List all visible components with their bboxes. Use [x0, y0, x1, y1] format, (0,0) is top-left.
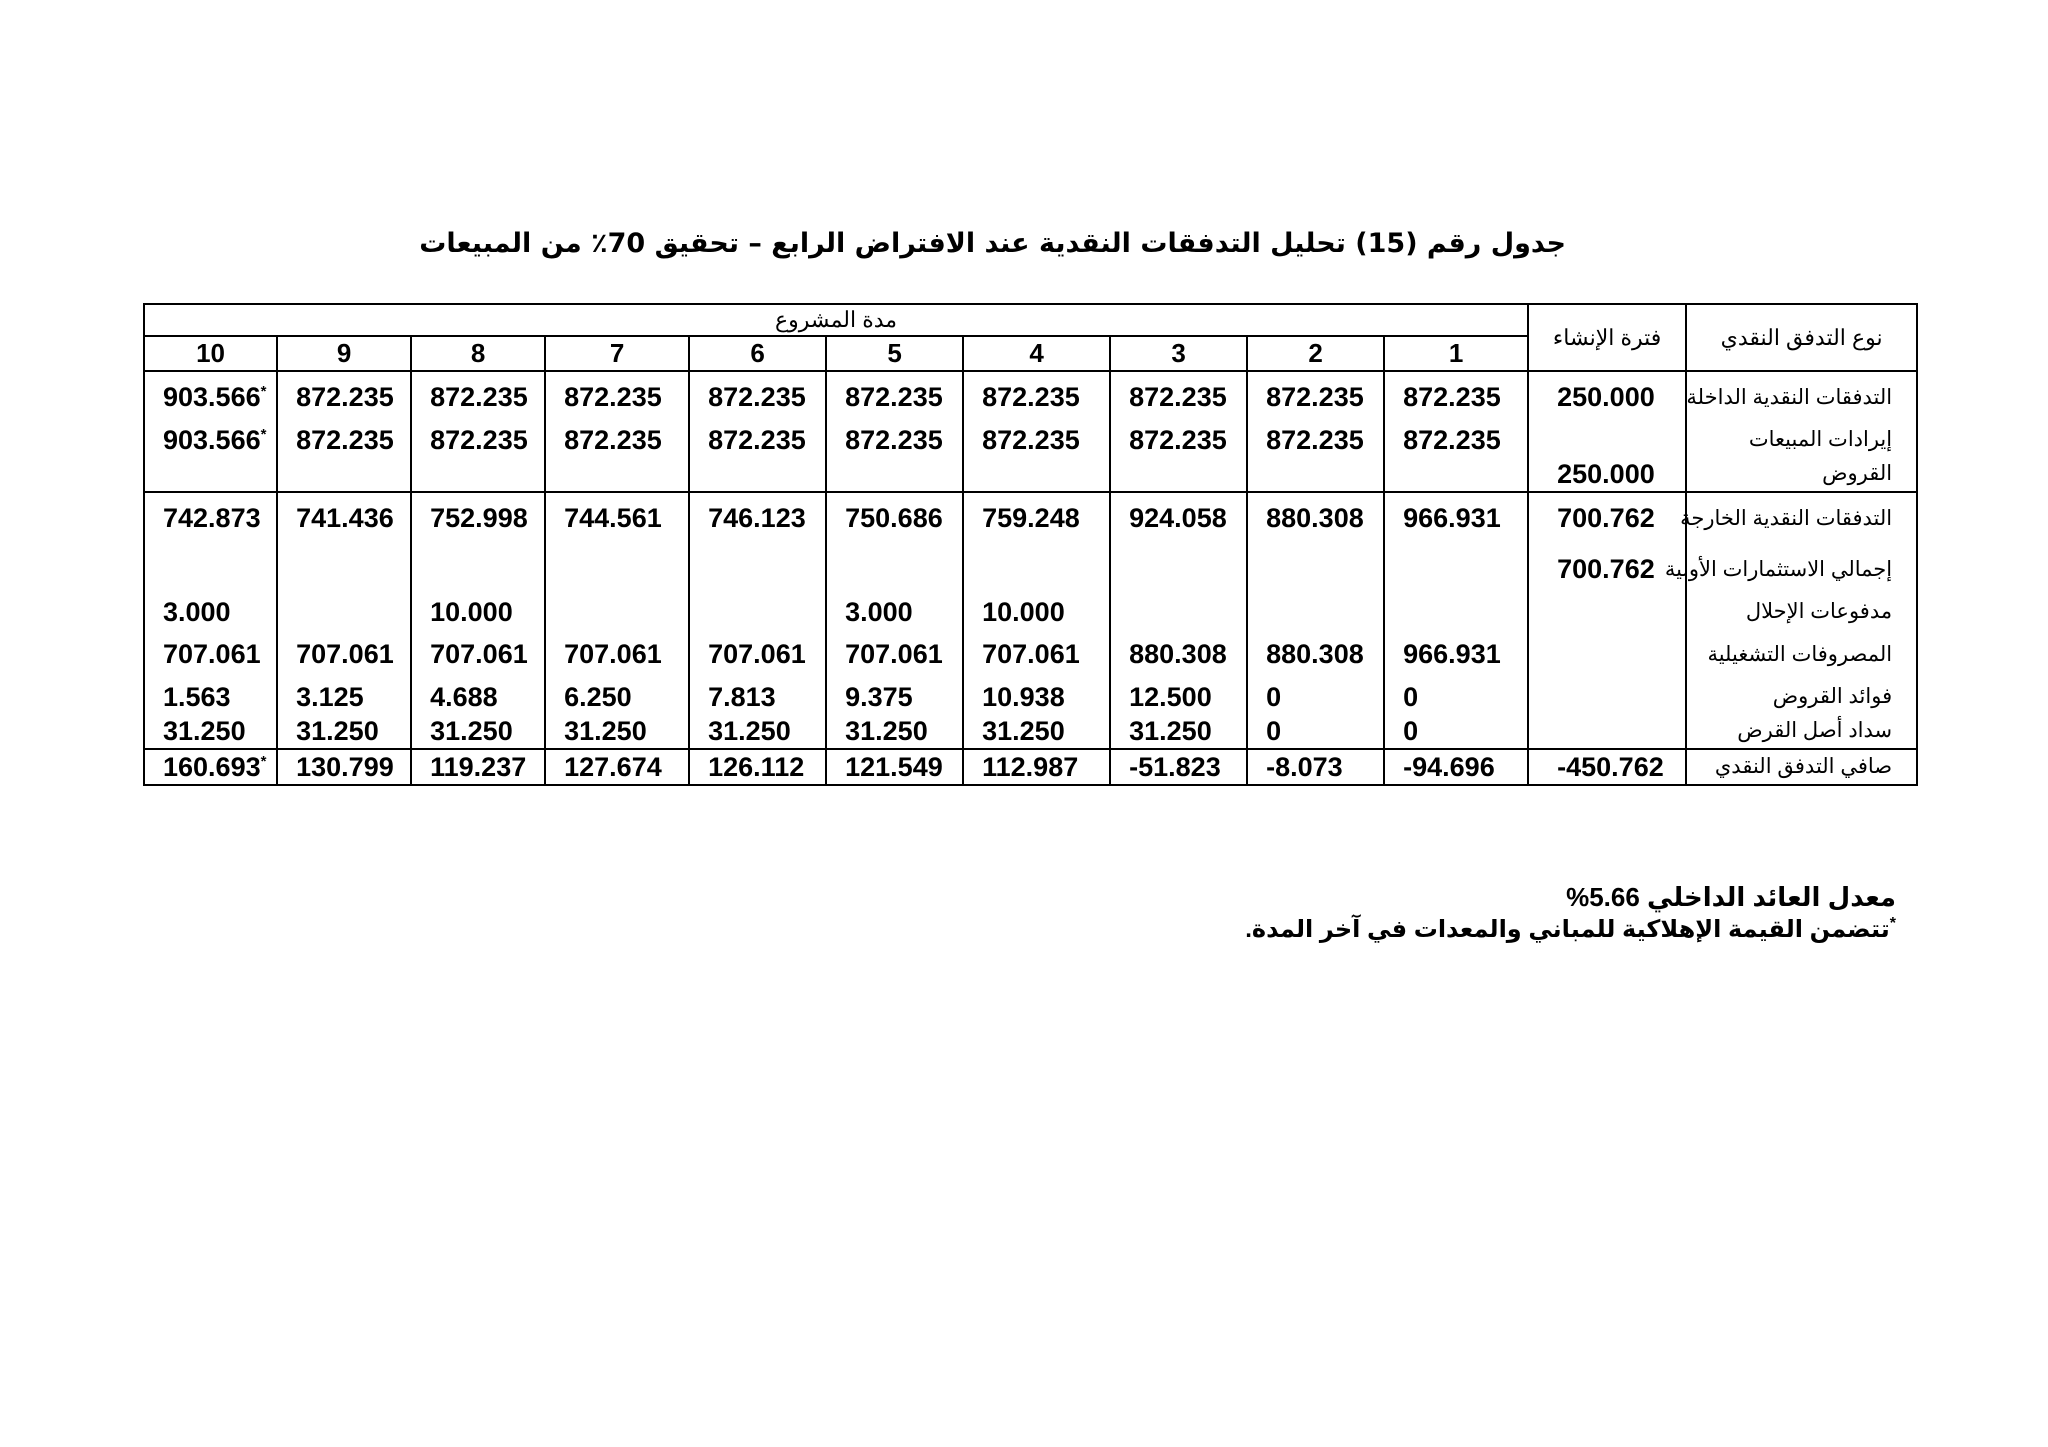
header-year-3: 3 [1110, 336, 1247, 371]
cell-operating-y5: 707.061 [826, 629, 963, 680]
table-row-sales [144, 423, 1917, 457]
table-row-outflows [144, 492, 1917, 544]
cell-operating-y9: 707.061 [277, 629, 411, 680]
table-row-interest [144, 680, 1917, 714]
table-row-initial-investment [144, 544, 1917, 595]
cell-sales-y9: 872.235 [277, 423, 411, 457]
cell-outflows-y9: 741.436 [277, 492, 411, 544]
cell-operating-y4: 707.061 [963, 629, 1110, 680]
cell-outflows-y10: 742.873 [144, 492, 277, 544]
cell-interest-y1: 0 [1384, 680, 1528, 714]
cell-loans-construction: 250.000 [1528, 457, 1686, 492]
footnote [1245, 915, 1896, 944]
cell-outflows-y3: 924.058 [1110, 492, 1247, 544]
cell-net-y9: 130.799 [277, 749, 411, 785]
header-year-1: 1 [1384, 336, 1528, 371]
cell-operating-y7: 707.061 [545, 629, 689, 680]
cell-replacement-y9 [277, 595, 411, 629]
footnote-star: * [260, 425, 267, 443]
row-label-inflows: التدفقات النقدية الداخلة [1686, 371, 1917, 423]
cell-net-y7: 127.674 [545, 749, 689, 785]
cell-principal-y9: 31.250 [277, 714, 411, 749]
cell-net-y5: 121.549 [826, 749, 963, 785]
cell-inflows-y7: 872.235 [545, 371, 689, 423]
cell-inflows-y2: 872.235 [1247, 371, 1384, 423]
cell-outflows-y7: 744.561 [545, 492, 689, 544]
row-label-interest: فوائد القروض [1686, 680, 1917, 714]
cell-replacement-y6 [689, 595, 826, 629]
cell-interest-y8: 4.688 [411, 680, 545, 714]
row-label-net: صافي التدفق النقدي [1686, 749, 1917, 785]
cell-inflows-y8: 872.235 [411, 371, 545, 423]
header-year-2: 2 [1247, 336, 1384, 371]
table-row-operating [144, 629, 1917, 680]
row-label-replacement: مدفوعات الإحلال [1686, 595, 1917, 629]
header-year-9: 9 [277, 336, 411, 371]
cell-principal-y3: 31.250 [1110, 714, 1247, 749]
cell-interest-y9: 3.125 [277, 680, 411, 714]
cell-principal-y10: 31.250 [144, 714, 277, 749]
cell-net-y4: 112.987 [963, 749, 1110, 785]
cash-flow-table [143, 303, 1918, 786]
cell-net-y1: 94.696- [1384, 749, 1528, 785]
irr-text: معدل العائد الداخلي 5.66% [1566, 882, 1896, 912]
table-row-replacement [144, 595, 1917, 629]
row-label-operating: المصروفات التشغيلية [1686, 629, 1917, 680]
cell-net-y2: 8.073- [1247, 749, 1384, 785]
header-year-5: 5 [826, 336, 963, 371]
cell-interest-y3: 12.500 [1110, 680, 1247, 714]
cell-interest-y4: 10.938 [963, 680, 1110, 714]
cell-operating-y8: 707.061 [411, 629, 545, 680]
cell-outflows-y6: 746.123 [689, 492, 826, 544]
cell-net-y8: 119.237 [411, 749, 545, 785]
header-year-4: 4 [963, 336, 1110, 371]
cell-sales-y10-value: 903.566 [163, 424, 261, 455]
cell-inflows-y3: 872.235 [1110, 371, 1247, 423]
row-label-outflows: التدفقات النقدية الخارجة [1686, 492, 1917, 544]
cell-net-y10 [144, 749, 277, 785]
cell-sales-y5: 872.235 [826, 423, 963, 457]
cell-outflows-y8: 752.998 [411, 492, 545, 544]
cell-inflows-y9: 872.235 [277, 371, 411, 423]
row-label-principal: سداد أصل القرض [1686, 714, 1917, 749]
row-label-initial-investment: إجمالي الاستثمارات الأولية [1686, 544, 1917, 595]
row-label-loans: القروض [1686, 457, 1917, 492]
header-construction-period: فترة الإنشاء [1528, 304, 1686, 371]
cell-replacement-y3 [1110, 595, 1247, 629]
cell-inflows-y10-value: 903.566 [163, 382, 261, 412]
cell-sales-construction [1528, 423, 1686, 457]
footnote-star: * [260, 383, 267, 400]
cell-inflows-construction: 250.000 [1528, 371, 1686, 423]
cell-interest-y5: 9.375 [826, 680, 963, 714]
cell-interest-y7: 6.250 [545, 680, 689, 714]
cell-outflows-y1: 966.931 [1384, 492, 1528, 544]
cell-principal-y1: 0 [1384, 714, 1528, 749]
cell-inflows-y4: 872.235 [963, 371, 1110, 423]
cell-operating-y2: 880.308 [1247, 629, 1384, 680]
cell-replacement-y2 [1247, 595, 1384, 629]
footnote-text: تتضمن القيمة الإهلاكية للمباني والمعدات في آخر المدة. [1245, 916, 1890, 943]
cell-sales-y1: 872.235 [1384, 423, 1528, 457]
header-year-7: 7 [545, 336, 689, 371]
cell-outflows-y2: 880.308 [1247, 492, 1384, 544]
row-label-sales: إيرادات المبيعات [1686, 423, 1917, 457]
table-title: جدول رقم (15) تحليل التدفقات النقدية عند الافتراض الرابع – تحقيق 70٪ من المبيعات [419, 228, 1566, 259]
header-year-6: 6 [689, 336, 826, 371]
footnote-mark: * [1889, 915, 1896, 932]
table-row-principal [144, 714, 1917, 749]
table-row-inflows [144, 371, 1917, 423]
cell-outflows-construction: 700.762 [1528, 492, 1686, 544]
cell-principal-y6: 31.250 [689, 714, 826, 749]
cell-sales-y6: 872.235 [689, 423, 826, 457]
cell-sales-y4: 872.235 [963, 423, 1110, 457]
cell-operating-y1: 966.931 [1384, 629, 1528, 680]
cell-replacement-y5: 3.000 [826, 595, 963, 629]
cell-operating-y10: 707.061 [144, 629, 277, 680]
footnote-star: * [260, 752, 267, 770]
cell-interest-y2: 0 [1247, 680, 1384, 714]
cell-outflows-y4: 759.248 [963, 492, 1110, 544]
cell-interest-y6: 7.813 [689, 680, 826, 714]
cell-sales-y2: 872.235 [1247, 423, 1384, 457]
cell-outflows-y5: 750.686 [826, 492, 963, 544]
cell-inflows-y10 [144, 371, 277, 423]
cell-operating-y6: 707.061 [689, 629, 826, 680]
cell-principal-y4: 31.250 [963, 714, 1110, 749]
cell-principal-y7: 31.250 [545, 714, 689, 749]
cell-sales-y10 [144, 423, 277, 457]
cell-replacement-y10: 3.000 [144, 595, 277, 629]
cell-net-y3: 51.823- [1110, 749, 1247, 785]
cell-inflows-y6: 872.235 [689, 371, 826, 423]
cell-operating-y3: 880.308 [1110, 629, 1247, 680]
header-year-8: 8 [411, 336, 545, 371]
cell-principal-y5: 31.250 [826, 714, 963, 749]
cell-net-y6: 126.112 [689, 749, 826, 785]
cell-replacement-y1 [1384, 595, 1528, 629]
header-project-period: مدة المشروع [144, 304, 1528, 336]
cell-sales-y8: 872.235 [411, 423, 545, 457]
cell-inflows-y5: 872.235 [826, 371, 963, 423]
cell-sales-y7: 872.235 [545, 423, 689, 457]
cell-principal-y2: 0 [1247, 714, 1384, 749]
cell-inflows-y1: 872.235 [1384, 371, 1528, 423]
cell-replacement-y7 [545, 595, 689, 629]
cell-replacement-y4: 10.000 [963, 595, 1110, 629]
cell-sales-y3: 872.235 [1110, 423, 1247, 457]
cell-initial-investment-construction: 700.762 [1528, 544, 1686, 595]
header-cash-flow-type: نوع التدفق النقدي [1686, 304, 1917, 371]
cell-principal-y8: 31.250 [411, 714, 545, 749]
header-year-10: 10 [144, 336, 277, 371]
cell-interest-y10: 1.563 [144, 680, 277, 714]
cell-net-y10-value: 160.693 [163, 751, 261, 782]
cell-replacement-y8: 10.000 [411, 595, 545, 629]
cell-net-construction: 450.762- [1528, 749, 1686, 785]
table-row-loans [144, 457, 1917, 492]
table-row-net [144, 749, 1917, 785]
